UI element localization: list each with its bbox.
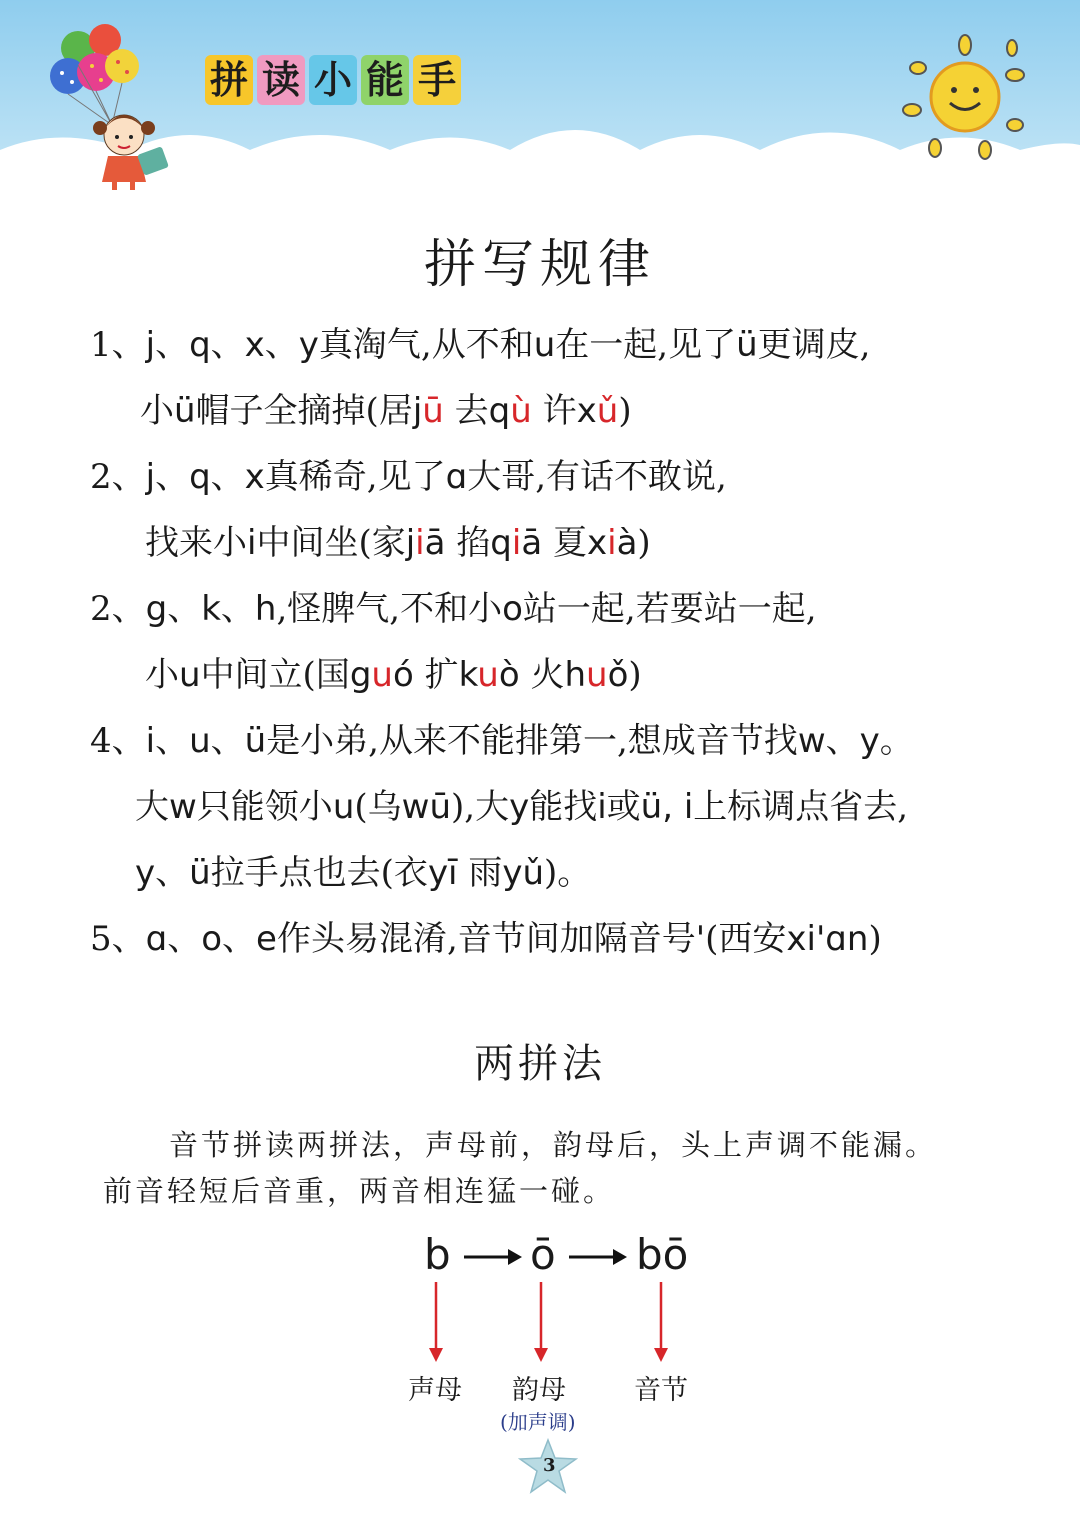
rule-text: 5、 [90,919,146,959]
rule-text: 中间立(国 [200,655,350,695]
rule-text: ) [868,919,882,959]
rule-text: 或 [606,787,641,827]
arrow-down-icon [531,1282,551,1364]
pinyin-text: g [349,655,372,695]
rule-text: 帽子全摘掉(居 [195,391,413,431]
rule-text: (乌 [354,787,402,827]
pinyin-text: g、k、h [145,589,277,629]
pinyin-text: y [509,787,530,827]
pinyin-text: ā [424,523,446,563]
pinyin-text: j [405,523,416,563]
rule-text: 大 [135,787,169,827]
highlight-letter: u [586,655,608,695]
rule-text: 扩 [413,655,459,695]
rule-line [90,714,1050,780]
badge-char: 读 [257,55,305,105]
pinyin-text: j [412,391,423,431]
rule-text: 只能领小 [196,787,333,827]
pinyin-text: j、q、x、y [145,325,319,365]
pinyin-text: w [169,787,197,827]
rule-text: ) [618,391,632,431]
rule-text: 去 [443,391,489,431]
rule-line [90,780,1050,846]
header-banner [0,0,1080,200]
highlight-letter: ǔ [596,391,619,431]
header-badge [205,55,461,105]
rule-line [90,582,1050,648]
rule-text: 小 [140,391,174,431]
intro-paragraph [103,1122,1003,1214]
badge-char: 拼 [205,55,253,105]
rule-text: 真淘气,从不和 [318,325,534,365]
pinyin-text: yī [427,853,458,893]
rule-text: 。 [879,721,914,761]
diagram-final: ō [530,1230,556,1279]
badge-char: 手 [413,55,461,105]
label-final: 韵母 [512,1375,566,1406]
arrow-right-icon [567,1244,629,1270]
pinyin-text: i [597,787,607,827]
pinyin-text: k [458,655,478,695]
rule-text: ) [628,655,642,695]
rule-text: 4、 [90,721,146,761]
rule-text: 2、 [90,457,146,497]
diagram-initial: b [424,1230,451,1279]
pinyin-text: o [502,589,523,629]
pinyin-text: xi'ɑn [786,919,869,959]
paragraph-line: 前音轻短后音重，两音相连猛一碰。 [103,1174,616,1208]
spelling-rules [90,318,1050,978]
pinyin-text: u [332,787,355,827]
pinyin-text: x [576,391,597,431]
pinyin-text: ü [736,325,758,365]
pinyin-text: ü, i [640,787,694,827]
rule-text: 在一起,见了 [555,325,737,365]
pinyin-text: ɑ [445,457,468,497]
label-initial: 声母 [408,1375,462,1406]
page-title: 拼写规律 [423,235,656,295]
rule-text: 许 [531,391,577,431]
pinyin-text: u [533,325,556,365]
pinyin-text: i、u、ü [145,721,267,761]
pinyin-text: ó [392,655,414,695]
pinyin-text: ɑ、o、e [145,919,277,959]
rule-text: 大哥,有话不敢说, [467,457,727,497]
spelling-diagram [400,1230,720,1440]
highlight-letter: u [477,655,499,695]
rule-line [90,318,1050,384]
pinyin-text: x [586,523,608,563]
rule-text: 2、 [90,589,146,629]
rule-text: 掐 [445,523,491,563]
rule-line [90,384,1050,450]
rule-text: 小 [145,655,179,695]
highlight-letter: i [607,523,617,563]
paragraph-line: 音节拼读两拼法，声母前，韵母后，头上声调不能漏。 [169,1128,938,1162]
rule-text: 火 [519,655,565,695]
rule-text: 站一起,若要站一起, [522,589,817,629]
rule-line [90,846,1050,912]
highlight-letter: i [511,523,522,563]
rule-text: 是小弟,从来不能排第一,想成音节找 [266,721,798,761]
highlight-letter: ū [422,391,444,431]
rule-line [90,516,1050,582]
arrow-down-icon [426,1282,446,1364]
highlight-letter: ù [510,391,532,431]
rule-text: 更调皮, [757,325,871,365]
rule-line [90,450,1050,516]
pinyin-text: ǒ [607,655,629,695]
arrow-down-icon [651,1282,671,1364]
rule-text: 上标调点省去, [693,787,909,827]
pinyin-text: ā [521,523,543,563]
highlight-letter: i [415,523,425,563]
highlight-letter: u [371,655,393,695]
pinyin-text: à [616,523,638,563]
pinyin-text: ' [695,919,706,959]
pinyin-text: i [247,523,257,563]
pinyin-text: q [490,523,512,563]
rule-line [90,648,1050,714]
pinyin-text: yǔ [502,853,544,893]
diagram-syllable: bō [636,1230,689,1279]
section-title: 两拼法 [474,1041,606,1087]
rule-text: 拉手点也去(衣 [210,853,428,893]
rule-text: 1、 [90,325,146,365]
rule-text: 能找 [529,787,598,827]
rule-text: 作头易混淆,音节间加隔音号 [276,919,696,959]
rule-text: ) [637,523,651,563]
pinyin-text: j、q、x [145,457,265,497]
pinyin-text: ü [174,391,196,431]
rule-text: ),大 [451,787,510,827]
pinyin-text: ò [498,655,520,695]
rule-text: (西安 [705,919,787,959]
rule-text: ,怪脾气,不和小 [276,589,503,629]
rule-text: 中间坐(家 [256,523,406,563]
badge-char: 小 [309,55,357,105]
rule-text: 雨 [457,853,503,893]
page-number: 3 [543,1455,556,1476]
badge-char: 能 [361,55,409,105]
rule-text: 真稀奇,见了 [264,457,446,497]
pinyin-text: u [179,655,201,695]
rule-text: 夏 [542,523,587,563]
pinyin-text: y、ü [135,853,211,893]
rule-line [90,912,1050,978]
label-final-note: (加声调) [500,1410,576,1434]
pinyin-text: w、y [797,721,880,761]
arrow-right-icon [462,1244,524,1270]
label-syllable: 音节 [634,1375,688,1406]
rule-text: 找来小 [145,523,247,563]
rule-text: )。 [544,853,592,893]
pinyin-text: wū [401,787,451,827]
pinyin-text: h [564,655,587,695]
pinyin-text: q [488,391,511,431]
